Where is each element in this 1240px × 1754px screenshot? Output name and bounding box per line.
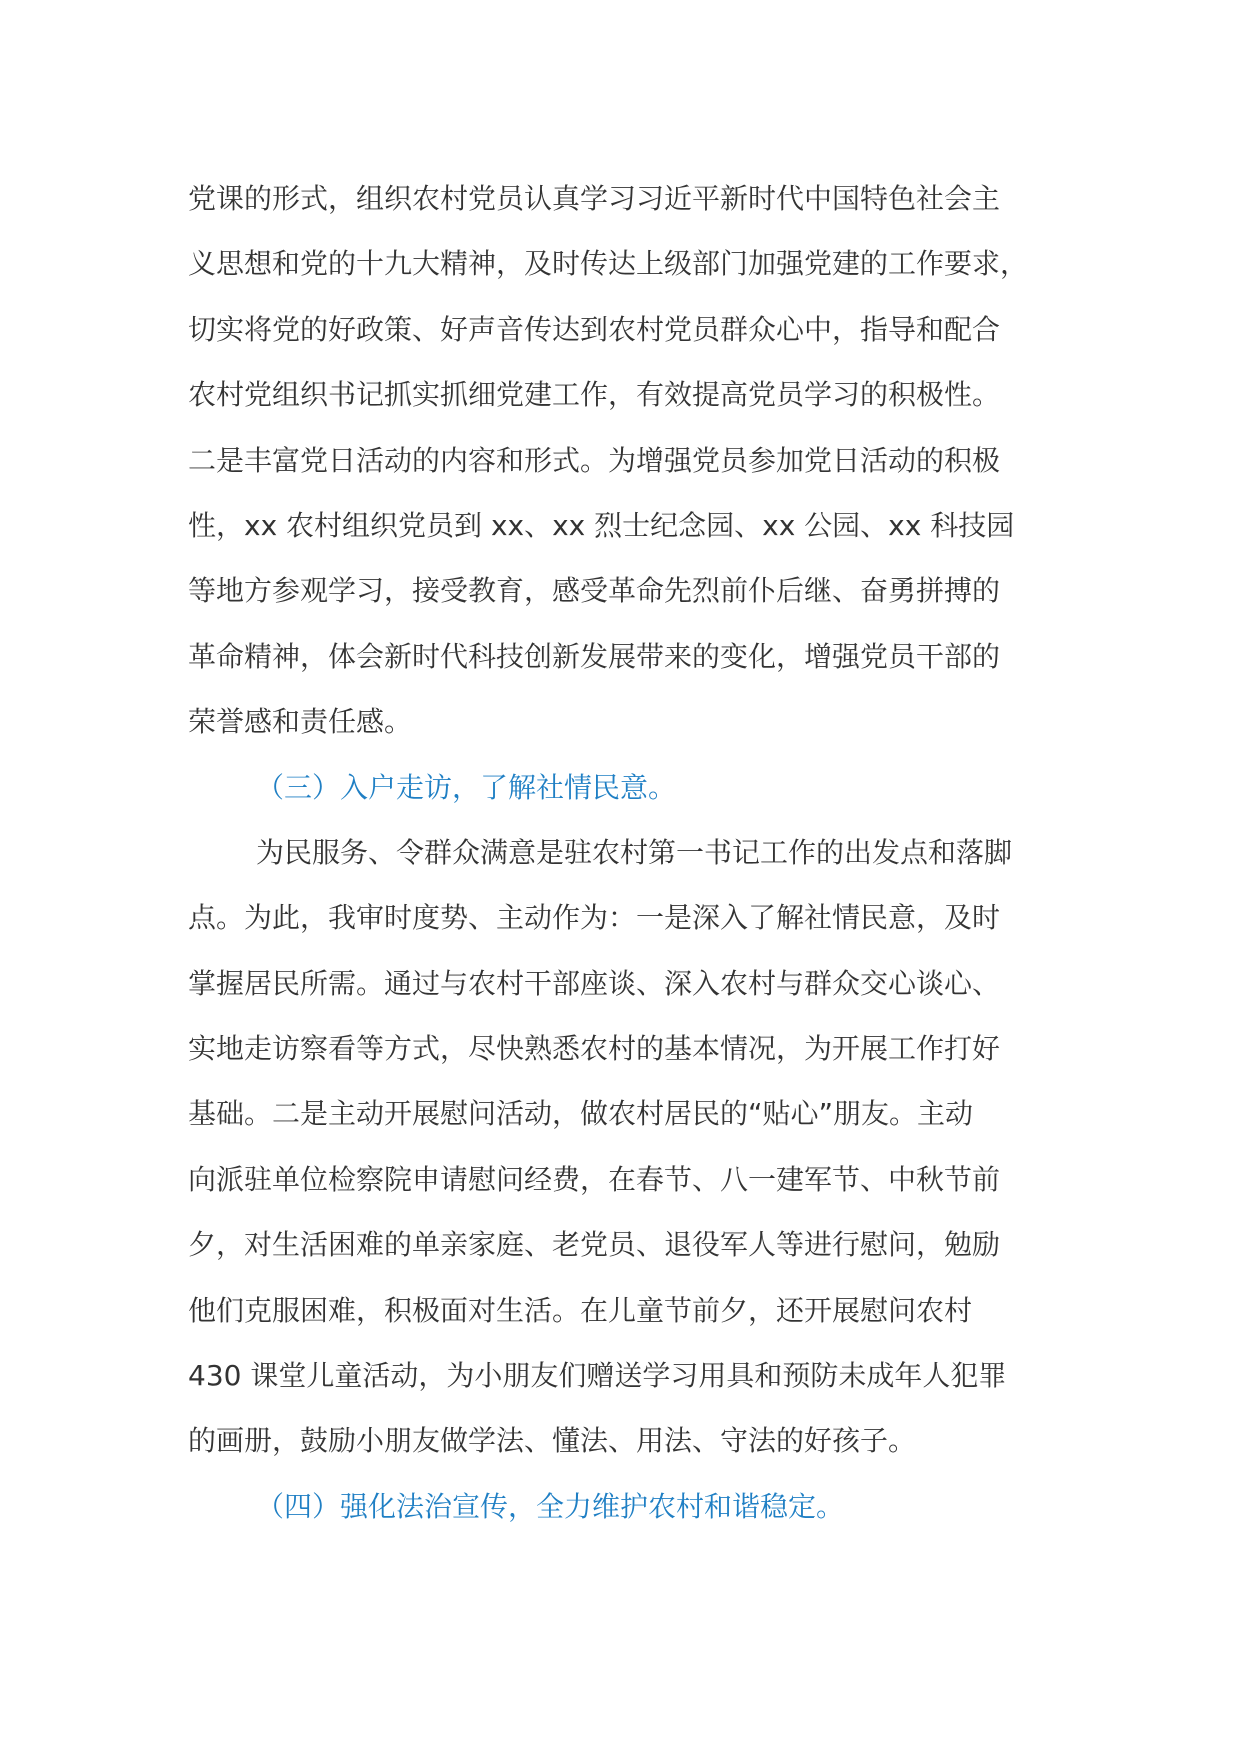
body-line: 义思想和党的十九大精神，及时传达上级部门加强党建的工作要求， [188, 247, 1029, 281]
body-line: 二是丰富党日活动的内容和形式。为增强党员参加党日活动的积极 [188, 443, 1001, 477]
section-heading-4: （四）强化法治宣传，全力维护农村和谐稳定。 [256, 1489, 845, 1523]
body-line: 荣誉感和责任感。 [188, 705, 413, 739]
body-line: 430 课堂儿童活动，为小朋友们赠送学习用具和预防未成年人犯罪 [188, 1359, 1007, 1393]
body-line: 性，xx 农村组织党员到 xx、xx 烈士纪念园、xx 公园、xx 科技园 [188, 508, 1015, 542]
body-line: 掌握居民所需。通过与农村干部座谈、深入农村与群众交心谈心、 [188, 966, 1001, 1000]
body-line: 党课的形式，组织农村党员认真学习习近平新时代中国特色社会主 [188, 182, 1001, 215]
body-line: 切实将党的好政策、好声音传达到农村党员群众心中，指导和配合 [188, 312, 1001, 346]
body-line: 夕，对生活困难的单亲家庭、老党员、退役军人等进行慰问，勉励 [188, 1228, 1001, 1262]
section-heading-3: （三）入户走访，了解社情民意。 [256, 770, 677, 804]
body-line: 等地方参观学习，接受教育，感受革命先烈前仆后继、奋勇拼搏的 [188, 574, 1001, 608]
body-line: 农村党组织书记抓实抓细党建工作，有效提高党员学习的积极性。 [188, 378, 1001, 412]
body-line: 革命精神，体会新时代科技创新发展带来的变化，增强党员干部的 [188, 639, 1001, 673]
document-body [188, 166, 1068, 1539]
body-line: 点。为此，我审时度势、主动作为：一是深入了解社情民意，及时 [188, 901, 1001, 935]
body-line: 的画册，鼓励小朋友做学法、懂法、用法、守法的好孩子。 [188, 1424, 917, 1458]
body-line: 向派驻单位检察院申请慰问经费，在春节、八一建军节、中秋节前 [188, 1162, 1001, 1196]
body-line: 为民服务、令群众满意是驻农村第一书记工作的出发点和落脚 [256, 835, 1013, 869]
body-line: 实地走访察看等方式，尽快熟悉农村的基本情况，为开展工作打好 [188, 1032, 1001, 1066]
body-line: 他们克服困难，积极面对生活。在儿童节前夕，还开展慰问农村 [188, 1293, 973, 1327]
body-line: 基础。二是主动开展慰问活动，做农村居民的“贴心”朋友。主动 [188, 1097, 974, 1131]
